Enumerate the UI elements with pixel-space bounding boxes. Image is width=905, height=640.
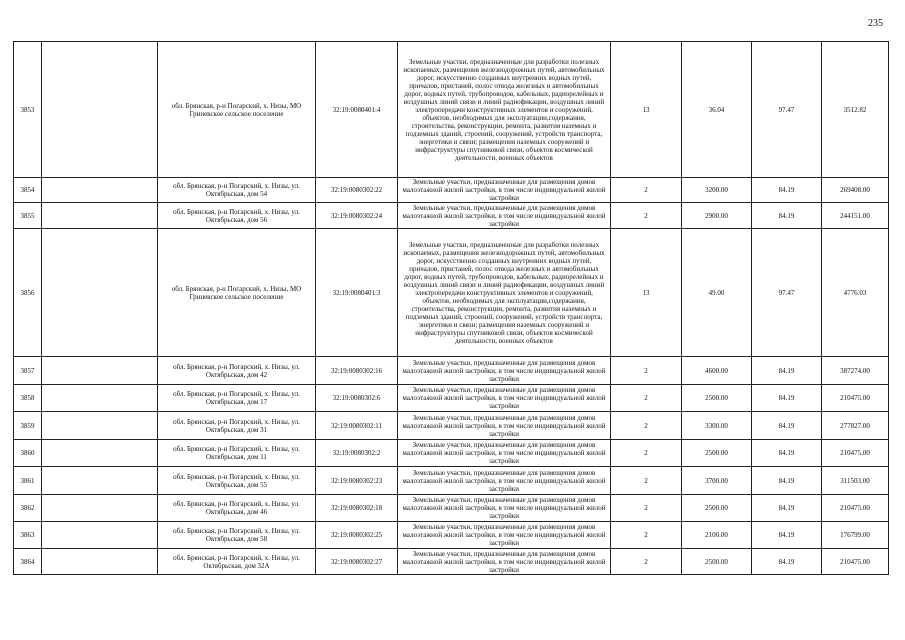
- rate-cell: 84.19: [752, 385, 822, 412]
- rate-cell: 84.19: [752, 203, 822, 229]
- blank-cell: [42, 42, 158, 178]
- rate-cell: 84.19: [752, 357, 822, 385]
- address-cell: обл. Брянская, р-н Погарский, х. Низы, ул. Октябрьская, дом 58: [158, 522, 316, 549]
- area-cell: 2900.00: [682, 203, 752, 229]
- land-use-description-cell: Земельные участки, предназначенные для размещения домов малоэтажной жилой застройки, в том числе индивидуальной жилой застройки: [398, 412, 611, 440]
- table-row: [14, 203, 889, 229]
- row-number: 3858: [14, 385, 42, 412]
- cadastral-value-cell: 311503.00: [822, 467, 889, 495]
- address-cell: обл. Брянская, р-н Погарский, х. Низы, ул. Октябрьская, дом 11: [158, 440, 316, 467]
- blank-cell: [42, 412, 158, 440]
- cadastral-value-cell: 176799.00: [822, 522, 889, 549]
- address-cell: обл. Брянская, р-н Погарский, х. Низы, ул. Октябрьская, дом 55: [158, 467, 316, 495]
- address-cell: обл. Брянская, р-н Погарский, х. Низы, МО Гриневское сельское поселение: [158, 229, 316, 357]
- row-number: 3853: [14, 42, 42, 178]
- row-number: 3861: [14, 467, 42, 495]
- row-number: 3862: [14, 495, 42, 522]
- address-cell: обл. Брянская, р-н Погарский, х. Низы, ул. Октябрьская, дом 46: [158, 495, 316, 522]
- row-number: 3860: [14, 440, 42, 467]
- blank-cell: [42, 549, 158, 575]
- blank-cell: [42, 178, 158, 203]
- row-number: 3856: [14, 229, 42, 357]
- land-registry-table: [13, 41, 889, 575]
- land-use-description-cell: Земельные участки, предназначенные для размещения домов малоэтажной жилой застройки, в том числе индивидуальной жилой застройки: [398, 522, 611, 549]
- group-cell: 2: [611, 549, 682, 575]
- area-cell: 49.00: [682, 229, 752, 357]
- address-cell: обл. Брянская, р-н Погарский, х. Низы, ул. Октябрьская, дом 31: [158, 412, 316, 440]
- table-row: [14, 549, 889, 575]
- address-cell: обл. Брянская, р-н Погарский, х. Низы, ул. Октябрьская, дом 56: [158, 203, 316, 229]
- blank-cell: [42, 440, 158, 467]
- land-use-description-cell: Земельные участки, предназначенные для разработки полезных ископаемых, размещения железнодорожных путей, автомобильных дорог, искусственно созданных внутренних водных путей, причалов, пристаней, полос отвода железных и автомобильных дорог, водных путей, трубопроводов, кабельных, радиорелейных и воздушных линий связи и линий радиофикации, воздушных линий электропередачи конструктивных элементов и сооружений, объектов, необходимых для эксплуатации,содержания, строительства, реконструкции, ремонта, развития наземных и подземных зданий, строений, сооружений, устройств транспорта, энергетики и связи; размещения наземных сооружений и инфраструктуры спутниковой связи, объектов космической деятельности, военных объектов: [398, 229, 611, 357]
- rate-cell: 84.19: [752, 495, 822, 522]
- group-cell: 13: [611, 42, 682, 178]
- cadastral-value-cell: 4776.03: [822, 229, 889, 357]
- row-number: 3857: [14, 357, 42, 385]
- group-cell: 2: [611, 467, 682, 495]
- blank-cell: [42, 203, 158, 229]
- cadastral-number-cell: 32:19:0080302:24: [316, 203, 398, 229]
- table-row: [14, 229, 889, 357]
- cadastral-number-cell: 32:19:0080302:18: [316, 495, 398, 522]
- land-use-description-cell: Земельные участки, предназначенные для размещения домов малоэтажной жилой застройки, в том числе индивидуальной жилой застройки: [398, 440, 611, 467]
- address-cell: обл. Брянская, р-н Погарский, х. Низы, МО Гриневское сельское поселение: [158, 42, 316, 178]
- area-cell: 2500.00: [682, 549, 752, 575]
- area-cell: 36.04: [682, 42, 752, 178]
- group-cell: 13: [611, 229, 682, 357]
- cadastral-number-cell: 32:19:0080302:2: [316, 440, 398, 467]
- land-use-description-cell: Земельные участки, предназначенные для размещения домов малоэтажной жилой застройки, в том числе индивидуальной жилой застройки: [398, 357, 611, 385]
- land-use-description-cell: Земельные участки, предназначенные для размещения домов малоэтажной жилой застройки, в том числе индивидуальной жилой застройки: [398, 203, 611, 229]
- blank-cell: [42, 522, 158, 549]
- table-row: [14, 178, 889, 203]
- blank-cell: [42, 229, 158, 357]
- cadastral-number-cell: 32:19:0080401:3: [316, 229, 398, 357]
- page-number: 235: [868, 18, 883, 29]
- rate-cell: 97.47: [752, 42, 822, 178]
- blank-cell: [42, 357, 158, 385]
- cadastral-value-cell: 269408.00: [822, 178, 889, 203]
- table-row: [14, 522, 889, 549]
- cadastral-value-cell: 277827.00: [822, 412, 889, 440]
- cadastral-number-cell: 32:19:0080302:11: [316, 412, 398, 440]
- land-use-description-cell: Земельные участки, предназначенные для размещения домов малоэтажной жилой застройки, в том числе индивидуальной жилой застройки: [398, 495, 611, 522]
- group-cell: 2: [611, 522, 682, 549]
- address-cell: обл. Брянская, р-н Погарский, х. Низы, ул. Октябрьская, дом 42: [158, 357, 316, 385]
- group-cell: 2: [611, 412, 682, 440]
- row-number: 3863: [14, 522, 42, 549]
- rate-cell: 84.19: [752, 412, 822, 440]
- table-row: [14, 412, 889, 440]
- area-cell: 3300.00: [682, 412, 752, 440]
- row-number: 3855: [14, 203, 42, 229]
- land-use-description-cell: Земельные участки, предназначенные для разработки полезных ископаемых, размещения железнодорожных путей, автомобильных дорог, искусственно созданных внутренних водных путей, причалов, пристаней, полос отвода железных и автомобильных дорог, водных путей, трубопроводов, кабельных, радиорелейных и воздушных линий связи и линий радиофикации, воздушных линий электропередачи конструктивных элементов и сооружений, объектов, необходимых для эксплуатации,содержания, строительства, реконструкции, ремонта, развития наземных и подземных зданий, строений, сооружений, устройств транспорта, энергетики и связи; размещения наземных сооружений и инфраструктуры спутниковой связи, объектов космической деятельности, военных объектов: [398, 42, 611, 178]
- cadastral-number-cell: 32:19:0080302:27: [316, 549, 398, 575]
- cadastral-number-cell: 32:19:0080302:25: [316, 522, 398, 549]
- row-number: 3859: [14, 412, 42, 440]
- area-cell: 3700.00: [682, 467, 752, 495]
- cadastral-number-cell: 32:19:0080302:16: [316, 357, 398, 385]
- cadastral-value-cell: 387274.00: [822, 357, 889, 385]
- cadastral-value-cell: 210475.00: [822, 549, 889, 575]
- group-cell: 2: [611, 385, 682, 412]
- cadastral-value-cell: 210475.00: [822, 495, 889, 522]
- land-use-description-cell: Земельные участки, предназначенные для размещения домов малоэтажной жилой застройки, в том числе индивидуальной жилой застройки: [398, 385, 611, 412]
- cadastral-value-cell: 3512.82: [822, 42, 889, 178]
- address-cell: обл. Брянская, р-н Погарский, х. Низы, ул. Октябрьская, дом 54: [158, 178, 316, 203]
- area-cell: 2500.00: [682, 385, 752, 412]
- rate-cell: 84.19: [752, 467, 822, 495]
- cadastral-value-cell: 244151.00: [822, 203, 889, 229]
- table-row: [14, 385, 889, 412]
- blank-cell: [42, 495, 158, 522]
- table-row: [14, 467, 889, 495]
- blank-cell: [42, 467, 158, 495]
- rate-cell: 84.19: [752, 549, 822, 575]
- area-cell: 4600.00: [682, 357, 752, 385]
- cadastral-number-cell: 32:19:0080302:23: [316, 467, 398, 495]
- cadastral-number-cell: 32:19:0080302:22: [316, 178, 398, 203]
- blank-cell: [42, 385, 158, 412]
- rate-cell: 97.47: [752, 229, 822, 357]
- table-row: [14, 357, 889, 385]
- cadastral-number-cell: 32:19:0080401:4: [316, 42, 398, 178]
- land-use-description-cell: Земельные участки, предназначенные для размещения домов малоэтажной жилой застройки, в том числе индивидуальной жилой застройки: [398, 178, 611, 203]
- group-cell: 2: [611, 495, 682, 522]
- land-use-description-cell: Земельные участки, предназначенные для размещения домов малоэтажной жилой застройки, в том числе индивидуальной жилой застройки: [398, 549, 611, 575]
- rate-cell: 84.19: [752, 522, 822, 549]
- area-cell: 2500.00: [682, 495, 752, 522]
- group-cell: 2: [611, 203, 682, 229]
- group-cell: 2: [611, 440, 682, 467]
- row-number: 3854: [14, 178, 42, 203]
- cadastral-value-cell: 210475.00: [822, 385, 889, 412]
- table-row: [14, 42, 889, 178]
- land-use-description-cell: Земельные участки, предназначенные для размещения домов малоэтажной жилой застройки, в том числе индивидуальной жилой застройки: [398, 467, 611, 495]
- rate-cell: 84.19: [752, 178, 822, 203]
- row-number: 3864: [14, 549, 42, 575]
- address-cell: обл. Брянская, р-н Погарский, х. Низы, ул. Октябрьская, дом 17: [158, 385, 316, 412]
- cadastral-value-cell: 210475.00: [822, 440, 889, 467]
- area-cell: 3200.00: [682, 178, 752, 203]
- address-cell: обл. Брянская, р-н Погарский, х. Низы, ул. Октябрьская, дом 32А: [158, 549, 316, 575]
- area-cell: 2100.00: [682, 522, 752, 549]
- table-row: [14, 440, 889, 467]
- table-row: [14, 495, 889, 522]
- cadastral-number-cell: 32:19:0080302:6: [316, 385, 398, 412]
- rate-cell: 84.19: [752, 440, 822, 467]
- group-cell: 2: [611, 178, 682, 203]
- group-cell: 2: [611, 357, 682, 385]
- area-cell: 2500.00: [682, 440, 752, 467]
